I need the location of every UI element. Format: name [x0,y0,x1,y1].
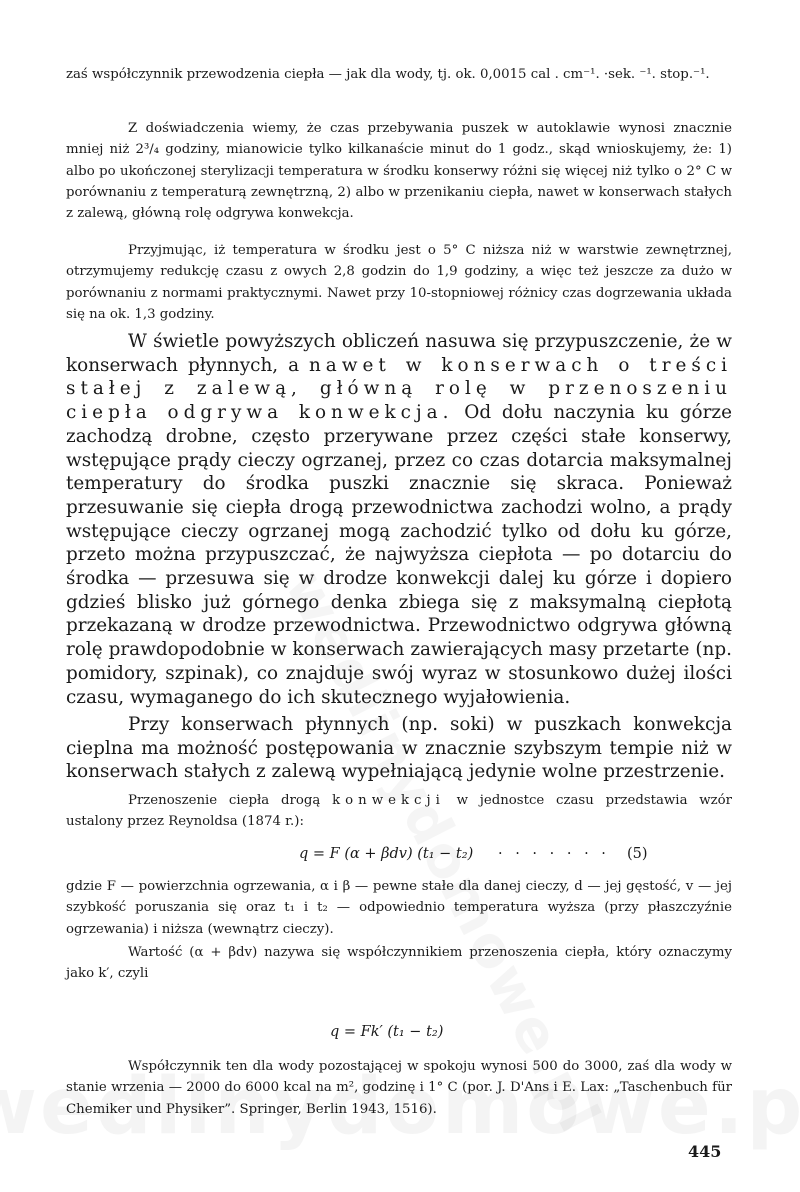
paragraph-6-text-b: w jednostce czasu przedstawia wzór ustalony przez Reynoldsa (1874 r.): [66,793,733,830]
paragraph-5: Przy konserwach płynnych (np. soki) w puszkach konwekcja cieplna ma możność postępowania w znacznie szybszym tempie niż w konserwach stałych z zalewą wypełniającą jedynie wolne przestrzenie. [66,714,732,783]
formula-5 [299,846,473,862]
paragraph-4 [66,330,732,709]
paragraph-9: Współczynnik ten dla wody pozostającej w spokoju wynosi 500 do 3000, zaś dla wody w stanie wrzenia — 2000 do 6000 kcal na m², godzinę i 1° C (por. J. D'Ans i E. Lax: „Taschenbuch für Chemiker und Physiker”. Springer, Berlin 1943, 1516). [66,1059,732,1117]
paragraph-1: zaś współczynnik przewodzenia ciepła — jak dla wody, tj. ok. 0,0015 cal . cm⁻¹. ·sek. ⁻¹. stop.⁻¹. [66,67,710,82]
paragraph-4-text-a: W świetle powyższych obliczeń nasuwa się przypuszczenie, że w konserwach płynnych, a [66,331,732,376]
formula-5-expression: q = F (α + βdv) (t₁ − t₂) [299,846,474,862]
paragraph-6-text-a: Przenoszenie ciepła drogą [128,793,333,808]
paragraph-2: Z doświadczenia wiemy, że czas przebywania puszek w autoklawie wynosi znacznie mniej niż 2³/₄ godziny, mianowicie tylko kilkanaście minut do 1 godz., skąd wnioskujemy, że: 1) albo po ukończonej sterylizacji temperatura w środku konserwy różni się więcej niż tylko o 2° C w porównaniu z temperaturą zewnętrzną, 2) albo w przenikaniu ciepła, nawet w konserwach stałych z zalewą, główną rolę odgrywa konwekcja. [66,121,732,222]
paragraph-6-spaced-emphasis: konwekcji [332,793,445,808]
paragraph-6 [66,790,732,833]
paragraph-7: gdzie F — powierzchnia ogrzewania, α i β — pewne stałe dla danej cieczy, d — jej gęstość, v — jej szybkość poruszania się oraz t₁ i t₂ — odpowiednio temperatura wyższa (przy płaszczyźnie ogrzewania) i niższa (wewnątrz cieczy). [66,879,732,937]
paragraph-8: Wartość (α + βdv) nazywa się współczynnikiem przenoszenia ciepła, który oznaczymy jako k′, czyli [66,945,732,982]
paragraph-3: Przyjmując, iż temperatura w środku jest o 5° C niższa niż w warstwie zewnętrznej, otrzymujemy redukcję czasu z owych 2,8 godzin do 1,9 godziny, a więc też jeszcze za dużo w porównaniu z normami praktycznymi. Nawet przy 10-stopniowej różnicy czas dogrzewania układa się na ok. 1,3 godziny. [66,243,732,322]
paragraph-4-spaced-emphasis: nawet w konserwach o treści stałej z zalewą, główną rolę w przenoszeniu ciepła odgrywa konwekcja. [66,354,732,424]
paragraph-4-text-b: Od dołu naczynia ku górze zachodzą drobne, często przerywane przez części stałe konserwy, wstępujące prądy cieczy ogrzanej, przez co czas dotarcia maksymalnej temperatury do środka puszki znacznie się skraca. Ponieważ przesuwanie się ciepła drogą przewodnictwa zachodzi wolno, a prądy wstępujące cieczy ogrzanej mogą zachodzić tylko od dołu ku górze, przeto można przypuszczać, że najwyższa ciepłota — po dotarciu do środka — przesuwa się w drodze konwekcji dalej ku górze i dopiero gdzieś blisko już górnego denka zbiega się z maksymalną ciepłotą przekazaną w drodze przewodnictwa. Przewodnictwo odgrywa główną rolę prawdopodobnie w konserwach zawierających masy przetarte (np. pomidory, szpinak), co znajduje swój wyraz w stosunkowo dużej ilości czasu, wymaganego do ich skutecznego wyjałowienia. [66,402,732,708]
formula-k-expression: q = Fk′ (t₁ − t₂) [330,1024,444,1040]
formula-k [330,1024,443,1040]
formula-5-leader-dots: · · · · · · · [498,846,610,862]
formula-5-number: (5) [627,846,648,862]
page-number: 445 [688,1142,722,1161]
